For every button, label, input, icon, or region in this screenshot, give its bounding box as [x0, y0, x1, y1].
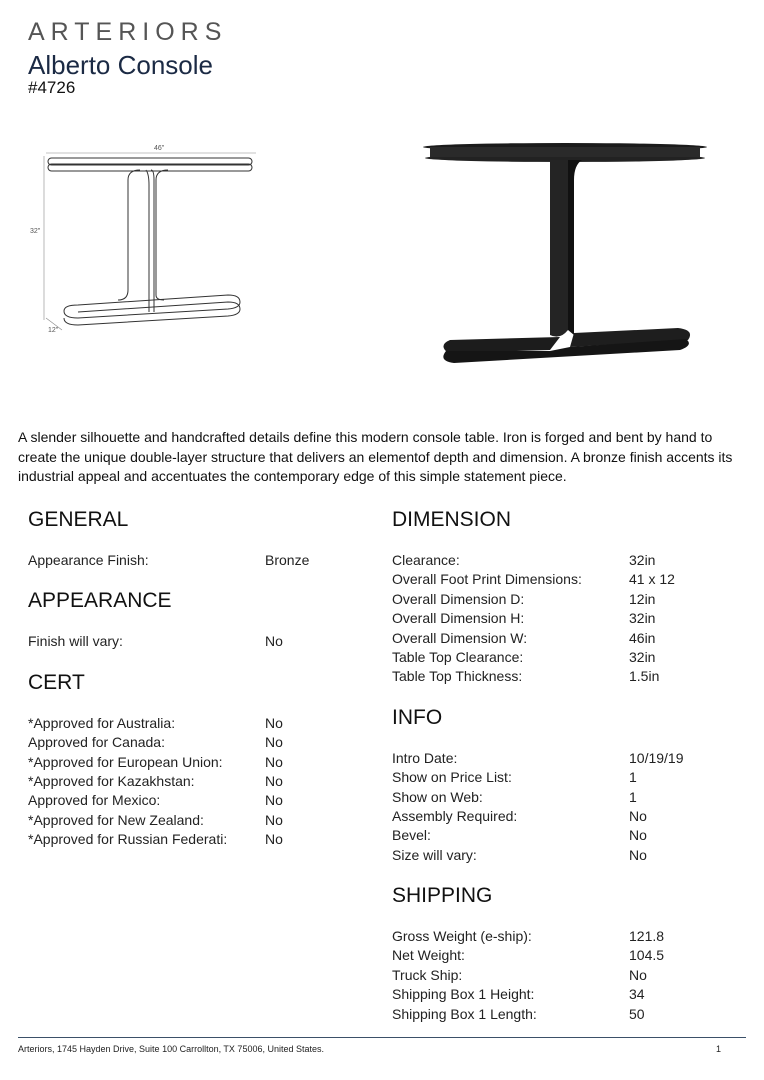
section-info: [392, 703, 742, 865]
spec-label: Assembly Required:: [392, 807, 518, 824]
spec-value: No: [265, 831, 283, 848]
spec-value: No: [265, 792, 283, 809]
section-heading: INFO: [392, 705, 443, 729]
spec-row: [392, 807, 742, 826]
spec-label: Clearance:: [392, 552, 460, 568]
spec-row: [392, 648, 742, 667]
footer-divider: [18, 1037, 746, 1038]
spec-value: 12in: [629, 590, 656, 607]
spec-label: Finish will vary:: [28, 633, 123, 650]
spec-value: 34: [629, 986, 645, 1003]
spec-row: [28, 551, 378, 570]
spec-label: Shipping Box 1 Length:: [392, 1005, 537, 1022]
spec-row: [392, 609, 742, 628]
spec-value: No: [265, 633, 283, 650]
spec-label: Overall Dimension W:: [392, 629, 528, 646]
spec-row: [392, 570, 742, 589]
spec-value: 50: [629, 1005, 645, 1022]
height-label: 32": [30, 228, 41, 235]
footer-address: Arteriors, 1745 Hayden Drive, Suite 100 Carrollton, TX 75006, United States.: [18, 1044, 324, 1054]
spec-label: Shipping Box 1 Height:: [392, 986, 535, 1003]
spec-label: Show on Web:: [392, 788, 483, 805]
section-heading: CERT: [28, 670, 85, 694]
spec-label: Show on Price List:: [392, 769, 512, 786]
spec-label: Approved for Canada:: [28, 734, 165, 751]
spec-row: [392, 946, 742, 965]
product-description: A slender silhouette and handcrafted details define this modern console table. Iron is forged and bent by hand to create the unique double-layer structure that delivers an elementof depth and dimension. A bronze finish accents its industrial appeal and accentuates the contemporary edge of this simple statement piece.: [18, 429, 733, 484]
product-sku: #4726: [28, 78, 76, 97]
spec-row: [392, 966, 742, 985]
spec-label: *Approved for Kazakhstan:: [28, 772, 195, 789]
spec-label: Overall Dimension D:: [392, 590, 525, 607]
spec-value: No: [629, 827, 647, 844]
specs-left-column: [28, 505, 378, 866]
section-general: [28, 505, 378, 570]
spec-value: No: [629, 807, 647, 824]
spec-value: No: [265, 811, 283, 828]
spec-row: [392, 667, 742, 686]
depth-label: 12": [48, 327, 59, 334]
spec-row: [28, 791, 378, 810]
spec-label: Overall Foot Print Dimensions:: [392, 571, 582, 588]
spec-row: [392, 551, 742, 570]
spec-label: Truck Ship:: [392, 966, 463, 983]
section-heading: DIMENSION: [392, 508, 512, 531]
section-heading: APPEARANCE: [28, 589, 172, 613]
spec-row: [392, 768, 742, 787]
spec-label: Table Top Thickness:: [392, 668, 523, 685]
spec-value: No: [265, 753, 283, 770]
spec-value: No: [265, 714, 283, 731]
spec-value: 1.5in: [629, 668, 660, 685]
spec-row: [392, 927, 742, 946]
spec-value: 32in: [629, 610, 656, 627]
spec-row: [28, 733, 378, 752]
page-number: 1: [716, 1044, 722, 1054]
spec-row: [392, 985, 742, 1004]
spec-value: 41 x 12: [629, 571, 675, 588]
spec-label: Gross Weight (e-ship):: [392, 928, 532, 945]
spec-label: Net Weight:: [392, 947, 465, 964]
spec-value: No: [265, 734, 283, 751]
spec-value: 104.5: [629, 947, 665, 964]
spec-row: [392, 629, 742, 648]
spec-row: [28, 753, 378, 772]
spec-row: [392, 846, 742, 865]
spec-row: [392, 749, 742, 768]
spec-value: 1: [629, 788, 637, 805]
spec-label: *Approved for Russian Federati:: [28, 831, 228, 848]
spec-value: 1: [629, 769, 637, 786]
section-heading: GENERAL: [28, 508, 129, 531]
spec-row: [392, 826, 742, 845]
spec-row: [28, 632, 378, 651]
spec-value: No: [629, 846, 647, 863]
brand-logo: ARTERIORS: [28, 18, 228, 46]
section-heading: SHIPPING: [392, 884, 493, 908]
spec-label: Appearance Finish:: [28, 552, 149, 568]
spec-label: *Approved for Australia:: [28, 714, 176, 731]
spec-row: [28, 714, 378, 733]
spec-value: 32in: [629, 552, 656, 568]
spec-label: Size will vary:: [392, 846, 477, 863]
spec-label: Approved for Mexico:: [28, 792, 161, 809]
spec-value: No: [629, 966, 647, 983]
spec-label: Overall Dimension H:: [392, 610, 525, 627]
spec-row: [28, 830, 378, 849]
product-title: Alberto Console: [28, 50, 213, 80]
spec-label: Table Top Clearance:: [392, 648, 524, 665]
section-appearance: [28, 586, 378, 651]
section-dimension: [392, 505, 742, 687]
specs-right-column: [392, 505, 742, 1040]
spec-row: [392, 1005, 742, 1024]
spec-label: Bevel:: [392, 827, 431, 844]
spec-label: Intro Date:: [392, 749, 458, 766]
product-photo: [410, 125, 720, 375]
spec-value: Bronze: [265, 552, 310, 568]
section-cert: [28, 668, 378, 850]
section-shipping: [392, 881, 742, 1024]
spec-value: 10/19/19: [629, 749, 684, 766]
spec-value: 32in: [629, 648, 656, 665]
spec-row: [28, 811, 378, 830]
spec-row: [392, 590, 742, 609]
spec-label: *Approved for European Union:: [28, 753, 223, 770]
width-label: 46": [154, 145, 165, 152]
spec-value: 121.8: [629, 928, 665, 945]
spec-value: No: [265, 772, 283, 789]
spec-row: [28, 772, 378, 791]
dimension-drawing: [28, 140, 268, 335]
spec-row: [392, 788, 742, 807]
spec-label: *Approved for New Zealand:: [28, 811, 204, 828]
spec-value: 46in: [629, 629, 656, 646]
